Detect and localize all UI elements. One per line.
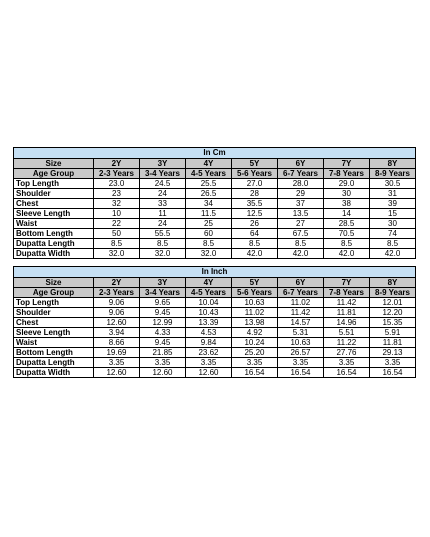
measurement-value: 12.60 <box>140 368 186 378</box>
measurement-label: Shoulder <box>14 308 94 318</box>
measurement-label: Dupatta Length <box>14 358 94 368</box>
size-header-cell: 6Y <box>278 159 324 169</box>
measurement-value: 30 <box>324 189 370 199</box>
measurement-value: 10.63 <box>278 338 324 348</box>
measurement-value: 12.5 <box>232 209 278 219</box>
measurement-label: Dupatta Width <box>14 368 94 378</box>
measurement-value: 11.5 <box>186 209 232 219</box>
age-group-header-cell: 6-7 Years <box>278 288 324 298</box>
measurement-value: 21.85 <box>140 348 186 358</box>
measurement-value: 25 <box>186 219 232 229</box>
measurement-value: 9.06 <box>94 298 140 308</box>
measurement-value: 24 <box>140 219 186 229</box>
measurement-value: 26 <box>232 219 278 229</box>
measurement-value: 8.5 <box>278 239 324 249</box>
measurement-value: 4.33 <box>140 328 186 338</box>
age-group-header-cell: 3-4 Years <box>140 169 186 179</box>
size-header-cell: 2Y <box>94 278 140 288</box>
size-chart-inch-table <box>13 266 416 378</box>
measurement-value: 11.22 <box>324 338 370 348</box>
measurement-value: 4.53 <box>186 328 232 338</box>
age-group-header-cell: 6-7 Years <box>278 169 324 179</box>
measurement-value: 5.51 <box>324 328 370 338</box>
measurement-value: 15 <box>370 209 416 219</box>
table-row <box>14 368 416 378</box>
measurement-value: 3.35 <box>324 358 370 368</box>
measurement-value: 3.35 <box>278 358 324 368</box>
age-group-header-cell: 7-8 Years <box>324 169 370 179</box>
measurement-value: 12.60 <box>186 368 232 378</box>
measurement-value: 10 <box>94 209 140 219</box>
table-title: In Inch <box>14 267 416 278</box>
measurement-value: 60 <box>186 229 232 239</box>
measurement-value: 42.0 <box>370 249 416 259</box>
measurement-value: 33 <box>140 199 186 209</box>
table-row <box>14 199 416 209</box>
table-row <box>14 308 416 318</box>
measurement-value: 29.0 <box>324 179 370 189</box>
measurement-value: 26.5 <box>186 189 232 199</box>
measurement-value: 16.54 <box>324 368 370 378</box>
measurement-value: 23.62 <box>186 348 232 358</box>
measurement-value: 27 <box>278 219 324 229</box>
table-row <box>14 318 416 328</box>
size-header-cell: 4Y <box>186 278 232 288</box>
size-header-row <box>14 159 416 169</box>
measurement-label: Dupatta Length <box>14 239 94 249</box>
measurement-value: 8.66 <box>94 338 140 348</box>
measurement-value: 14.57 <box>278 318 324 328</box>
measurement-label: Bottom Length <box>14 348 94 358</box>
size-header-cell: 3Y <box>140 278 186 288</box>
table-title: In Cm <box>14 148 416 159</box>
measurement-value: 3.35 <box>94 358 140 368</box>
measurement-value: 11 <box>140 209 186 219</box>
measurement-value: 9.84 <box>186 338 232 348</box>
measurement-value: 8.5 <box>186 239 232 249</box>
measurement-value: 3.35 <box>370 358 416 368</box>
measurement-value: 11.42 <box>324 298 370 308</box>
measurement-value: 11.81 <box>370 338 416 348</box>
size-chart-cm-table <box>13 147 416 259</box>
age-group-header-label: Age Group <box>14 288 94 298</box>
measurement-value: 42.0 <box>232 249 278 259</box>
measurement-value: 55.5 <box>140 229 186 239</box>
measurement-label: Top Length <box>14 179 94 189</box>
measurement-value: 31 <box>370 189 416 199</box>
measurement-value: 9.65 <box>140 298 186 308</box>
measurement-value: 12.60 <box>94 318 140 328</box>
measurement-value: 9.45 <box>140 338 186 348</box>
measurement-value: 8.5 <box>370 239 416 249</box>
measurement-value: 10.63 <box>232 298 278 308</box>
measurement-label: Sleeve Length <box>14 209 94 219</box>
measurement-value: 16.54 <box>232 368 278 378</box>
size-header-cell: 3Y <box>140 159 186 169</box>
age-group-header-cell: 5-6 Years <box>232 169 278 179</box>
measurement-value: 11.42 <box>278 308 324 318</box>
measurement-value: 67.5 <box>278 229 324 239</box>
measurement-value: 50 <box>94 229 140 239</box>
measurement-value: 10.24 <box>232 338 278 348</box>
measurement-value: 5.31 <box>278 328 324 338</box>
measurement-value: 64 <box>232 229 278 239</box>
measurement-value: 13.39 <box>186 318 232 328</box>
measurement-value: 70.5 <box>324 229 370 239</box>
table-row <box>14 338 416 348</box>
size-header-row <box>14 278 416 288</box>
measurement-value: 3.35 <box>140 358 186 368</box>
measurement-value: 42.0 <box>278 249 324 259</box>
age-group-header-cell: 5-6 Years <box>232 288 278 298</box>
size-header-cell: 4Y <box>186 159 232 169</box>
measurement-value: 12.60 <box>94 368 140 378</box>
measurement-value: 28 <box>232 189 278 199</box>
age-group-header-cell: 4-5 Years <box>186 288 232 298</box>
age-group-header-row <box>14 169 416 179</box>
measurement-label: Chest <box>14 318 94 328</box>
measurement-value: 25.5 <box>186 179 232 189</box>
table-row <box>14 328 416 338</box>
size-header-cell: 5Y <box>232 159 278 169</box>
measurement-value: 13.98 <box>232 318 278 328</box>
measurement-value: 19.69 <box>94 348 140 358</box>
measurement-value: 8.5 <box>140 239 186 249</box>
measurement-value: 10.43 <box>186 308 232 318</box>
size-header-label: Size <box>14 159 94 169</box>
age-group-header-cell: 4-5 Years <box>186 169 232 179</box>
measurement-value: 22 <box>94 219 140 229</box>
measurement-label: Sleeve Length <box>14 328 94 338</box>
age-group-header-cell: 3-4 Years <box>140 288 186 298</box>
measurement-value: 30.5 <box>370 179 416 189</box>
size-header-cell: 7Y <box>324 278 370 288</box>
measurement-label: Bottom Length <box>14 229 94 239</box>
measurement-value: 8.5 <box>232 239 278 249</box>
age-group-header-row <box>14 288 416 298</box>
measurement-value: 32 <box>94 199 140 209</box>
measurement-value: 12.99 <box>140 318 186 328</box>
measurement-value: 38 <box>324 199 370 209</box>
measurement-value: 13.5 <box>278 209 324 219</box>
table-row <box>14 179 416 189</box>
measurement-value: 9.06 <box>94 308 140 318</box>
measurement-value: 23.0 <box>94 179 140 189</box>
table-row <box>14 348 416 358</box>
measurement-value: 15.35 <box>370 318 416 328</box>
measurement-value: 39 <box>370 199 416 209</box>
measurement-label: Dupatta Width <box>14 249 94 259</box>
measurement-value: 32.0 <box>186 249 232 259</box>
table-row <box>14 189 416 199</box>
measurement-value: 3.35 <box>232 358 278 368</box>
measurement-value: 16.54 <box>278 368 324 378</box>
measurement-value: 27.76 <box>324 348 370 358</box>
size-header-cell: 8Y <box>370 159 416 169</box>
measurement-value: 32.0 <box>140 249 186 259</box>
measurement-value: 8.5 <box>94 239 140 249</box>
measurement-value: 28.5 <box>324 219 370 229</box>
measurement-value: 29.13 <box>370 348 416 358</box>
measurement-value: 9.45 <box>140 308 186 318</box>
measurement-value: 30 <box>370 219 416 229</box>
measurement-value: 42.0 <box>324 249 370 259</box>
table-row <box>14 209 416 219</box>
measurement-value: 34 <box>186 199 232 209</box>
table-row <box>14 219 416 229</box>
table-row <box>14 249 416 259</box>
measurement-value: 8.5 <box>324 239 370 249</box>
measurement-value: 26.57 <box>278 348 324 358</box>
measurement-value: 12.01 <box>370 298 416 308</box>
measurement-label: Waist <box>14 338 94 348</box>
measurement-value: 5.91 <box>370 328 416 338</box>
table-row <box>14 229 416 239</box>
measurement-value: 3.94 <box>94 328 140 338</box>
age-group-header-cell: 8-9 Years <box>370 169 416 179</box>
measurement-label: Waist <box>14 219 94 229</box>
measurement-value: 4.92 <box>232 328 278 338</box>
age-group-header-cell: 2-3 Years <box>94 288 140 298</box>
age-group-header-cell: 2-3 Years <box>94 169 140 179</box>
age-group-header-cell: 7-8 Years <box>324 288 370 298</box>
table-row <box>14 358 416 368</box>
size-header-cell: 5Y <box>232 278 278 288</box>
measurement-value: 35.5 <box>232 199 278 209</box>
measurement-value: 24.5 <box>140 179 186 189</box>
measurement-value: 25.20 <box>232 348 278 358</box>
measurement-value: 11.81 <box>324 308 370 318</box>
measurement-value: 23 <box>94 189 140 199</box>
measurement-value: 11.02 <box>278 298 324 308</box>
measurement-label: Top Length <box>14 298 94 308</box>
measurement-value: 12.20 <box>370 308 416 318</box>
size-header-cell: 7Y <box>324 159 370 169</box>
age-group-header-cell: 8-9 Years <box>370 288 416 298</box>
measurement-label: Chest <box>14 199 94 209</box>
measurement-value: 10.04 <box>186 298 232 308</box>
table-title-row <box>14 267 416 278</box>
measurement-value: 11.02 <box>232 308 278 318</box>
measurement-value: 14 <box>324 209 370 219</box>
measurement-value: 74 <box>370 229 416 239</box>
size-header-cell: 8Y <box>370 278 416 288</box>
measurement-value: 29 <box>278 189 324 199</box>
size-header-cell: 6Y <box>278 278 324 288</box>
size-header-label: Size <box>14 278 94 288</box>
measurement-value: 3.35 <box>186 358 232 368</box>
measurement-value: 27.0 <box>232 179 278 189</box>
measurement-value: 32.0 <box>94 249 140 259</box>
measurement-value: 37 <box>278 199 324 209</box>
table-title-row <box>14 148 416 159</box>
measurement-value: 14.96 <box>324 318 370 328</box>
measurement-value: 28.0 <box>278 179 324 189</box>
measurement-value: 16.54 <box>370 368 416 378</box>
measurement-label: Shoulder <box>14 189 94 199</box>
measurement-value: 24 <box>140 189 186 199</box>
size-header-cell: 2Y <box>94 159 140 169</box>
table-row <box>14 298 416 308</box>
age-group-header-label: Age Group <box>14 169 94 179</box>
table-row <box>14 239 416 249</box>
